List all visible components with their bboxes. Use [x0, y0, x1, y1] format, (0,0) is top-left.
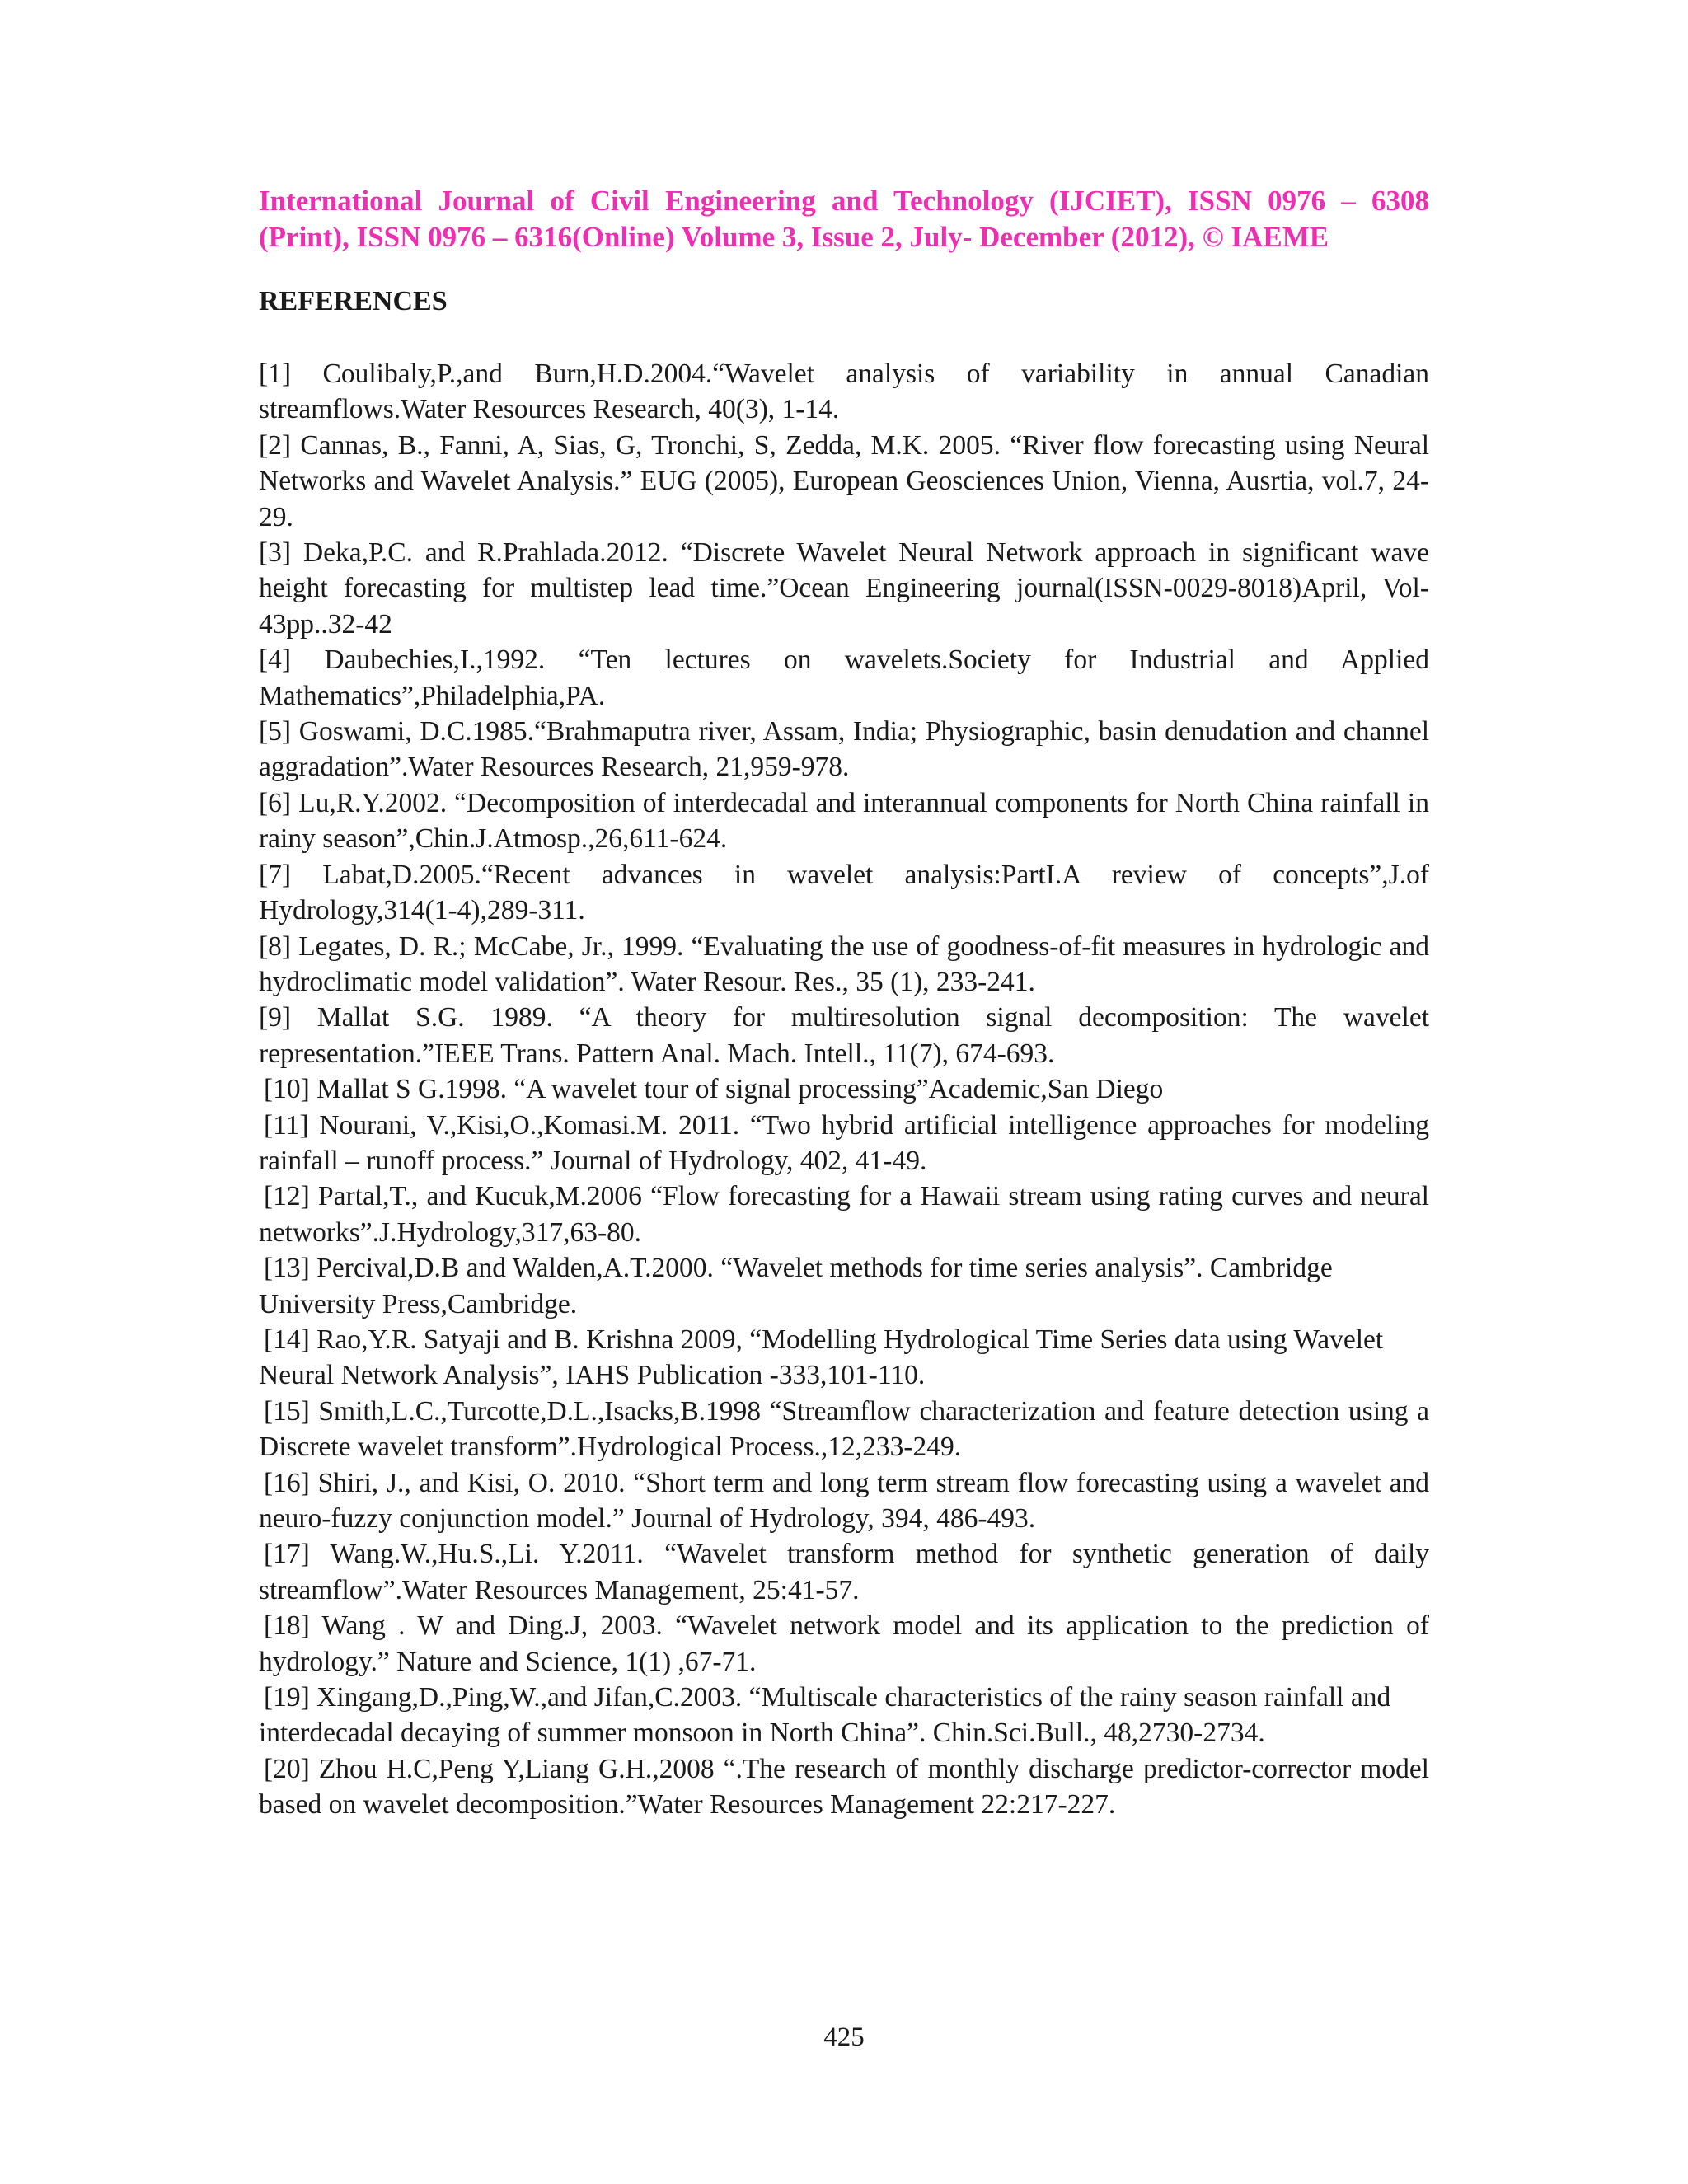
reference-list [259, 356, 1429, 1823]
page-number: 425 [823, 2022, 865, 2052]
journal-header-line-2: (Print), ISSN 0976 – 6316(Online) Volume 3, Issue 2, July- December (2012), © IAEME [259, 221, 1329, 253]
reference-item: [10] Mallat S G.1998. “A wavelet tour of signal processing”Academic,San Diego [264, 1074, 1164, 1105]
reference-item: [12] Partal,T., and Kucuk,M.2006 “Flow forecasting for a Hawaii stream using rating curves and neural networks”.J.Hydrology,317,63-80. [259, 1181, 1429, 1248]
reference-item: [18] Wang . W and Ding.J, 2003. “Wavelet network model and its application to the prediction of hydrology.” Nature and Science, 1(1) ,67-71. [259, 1610, 1429, 1677]
reference-item: [9] Mallat S.G. 1989. “A theory for multiresolution signal decomposition: The wavelet representation.”IEEE Trans. Pattern Anal. Mach. Intell., 11(7), 674-693. [259, 1002, 1429, 1069]
reference-item: [19] Xingang,D.,Ping,W.,and Jifan,C.2003. “Multiscale characteristics of the rainy season rainfall and interdecadal decaying of summer monsoon in North China”. Chin.Sci.Bull., 48,2730-2734. [259, 1682, 1391, 1749]
reference-item: [11] Nourani, V.,Kisi,O.,Komasi.M. 2011. “Two hybrid artificial intelligence approaches for modeling rainfall – runoff process.” Journal of Hydrology, 402, 41-49. [259, 1109, 1429, 1176]
reference-item: [1] Coulibaly,P.,and Burn,H.D.2004.“Wavelet analysis of variability in annual Canadian streamflows.Water Resources Research, 40(3), 1-14. [259, 359, 1429, 425]
reference-item: [15] Smith,L.C.,Turcotte,D.L.,Isacks,B.1998 “Streamflow characterization and feature detection using a Discrete wavelet transform”.Hydrological Process.,12,233-249. [259, 1395, 1429, 1463]
document-page [259, 183, 1429, 1823]
journal-header [259, 183, 1429, 255]
reference-item: [4] Daubechies,I.,1992. “Ten lectures on wavelets.Society for Industrial and Applied Mathematics”,Philadelphia,PA. [259, 644, 1429, 711]
reference-item: [13] Percival,D.B and Walden,A.T.2000. “Wavelet methods for time series analysis”. Cambridge University Press,Cambridge. [259, 1253, 1333, 1319]
reference-item: [5] Goswami, D.C.1985.“Brahmaputra river, Assam, India; Physiographic, basin denudation and channel aggradation”.Water Resources Research, 21,959-978. [259, 716, 1429, 783]
journal-header-line-1: International Journal of Civil Engineering and Technology (IJCIET), ISSN 0976 – 6308 [259, 185, 1429, 217]
reference-item: [16] Shiri, J., and Kisi, O. 2010. “Short term and long term stream flow forecasting using a wavelet and neuro-fuzzy conjunction model.” Journal of Hydrology, 394, 486-493. [259, 1467, 1429, 1534]
reference-item: [20] Zhou H.C,Peng Y,Liang G.H.,2008 “.The research of monthly discharge predictor-corrector model based on wavelet decomposition.”Water Resources Management 22:217-227. [259, 1753, 1429, 1821]
reference-item: [2] Cannas, B., Fanni, A, Sias, G, Tronchi, S, Zedda, M.K. 2005. “River flow forecasting using Neural Networks and Wavelet Analysis.” EUG (2005), European Geosciences Union, Vienna, Ausrtia, vol.7, 24-29. [259, 429, 1429, 532]
reference-item: [14] Rao,Y.R. Satyaji and B. Krishna 2009, “Modelling Hydrological Time Series data using Wavelet Neural Network Analysis”, IAHS Publication -333,101-110. [259, 1324, 1384, 1391]
reference-item: [7] Labat,D.2005.“Recent advances in wavelet analysis:PartI.A review of concepts”,J.of Hydrology,314(1-4),289-311. [259, 859, 1429, 926]
references-heading: REFERENCES [259, 286, 448, 316]
reference-item: [17] Wang.W.,Hu.S.,Li. Y.2011. “Wavelet transform method for synthetic generation of daily streamflow”.Water Resources Management, 25:41-57. [259, 1539, 1429, 1605]
reference-item: [3] Deka,P.C. and R.Prahlada.2012. “Discrete Wavelet Neural Network approach in significant wave height forecasting for multistep lead time.”Ocean Engineering journal(ISSN-0029-8018)April, Vol-43pp..32-42 [259, 537, 1429, 640]
reference-item: [6] Lu,R.Y.2002. “Decomposition of interdecadal and interannual components for North China rainfall in rainy season”,Chin.J.Atmosp.,26,611-624. [259, 787, 1429, 855]
reference-item: [8] Legates, D. R.; McCabe, Jr., 1999. “Evaluating the use of goodness-of-fit measures in hydrologic and hydroclimatic model validation”. Water Resour. Res., 35 (1), 233-241. [259, 930, 1429, 997]
